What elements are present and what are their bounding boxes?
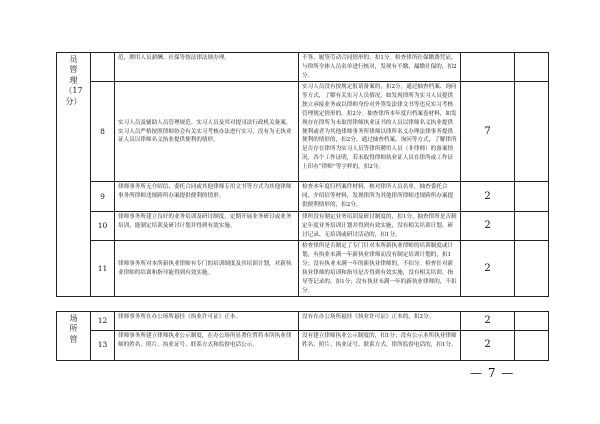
table-row bbox=[57, 312, 549, 331]
category-char: 理 bbox=[69, 75, 78, 85]
table-row bbox=[57, 82, 549, 182]
category-char: 管 bbox=[69, 65, 78, 75]
item-content: 律师事务所无介绍信、委托合同或其他律师专用文书等方式为其他律师事务所律师违规跨所办案提供便利的情形。 bbox=[115, 182, 299, 211]
category-char: 员 bbox=[69, 55, 78, 64]
item-content: 律师事务所在办公场所悬挂《执业许可证》正本。 bbox=[115, 312, 299, 331]
item-score bbox=[461, 53, 515, 82]
item-number: 8 bbox=[91, 82, 115, 182]
item-number: 9 bbox=[91, 182, 115, 211]
item-score: 2 bbox=[461, 241, 515, 297]
item-number: 12 bbox=[91, 312, 115, 331]
table-row bbox=[57, 182, 549, 211]
category-char: 所 bbox=[69, 324, 78, 334]
assessment-method: 没有在办公场所悬挂《执业许可证》正本的，扣2分。 bbox=[299, 312, 461, 331]
blank-cell bbox=[515, 182, 549, 211]
item-number bbox=[91, 53, 115, 82]
category-cell bbox=[57, 53, 91, 297]
item-content: 实习人员及辅助人员管理规范。实习人员及其对提司法行政机关备案，实习人员严格按照律师协会有关实习考核办法进行实习，没有为无执业证人员以律师名义执业提供便利的情形。 bbox=[115, 82, 299, 182]
item-content: 律师事务所建立良好的业务培训及研讨制度，定期开展业务研讨或业务培训，能制定培训及研讨计划并得到有效实施。 bbox=[115, 211, 299, 240]
blank-cell bbox=[515, 312, 549, 331]
assessment-method: 不签、履签劳动合同情形的，扣1分。检查律所社保缴费凭证，与律所全体人员名单进行核对，发现有不缴、漏缴社保的，扣2分。 bbox=[299, 53, 461, 82]
page-number: — 7 — bbox=[470, 366, 515, 380]
item-score: 7 bbox=[461, 82, 515, 182]
item-content: 律师事务所对本所新执业律师有专门的培训制度及其培训计划，对新执业律师的培训和指导能得到有效实施。 bbox=[115, 241, 299, 297]
blank-cell bbox=[515, 241, 549, 297]
assessment-method: 律所没有制定业务培训及研讨制度的，扣1分。抽查律所是否制定年度业务培训计划并得到有效实施，没有相关培训计划、研讨记录、无培训或研讨活动的，扣1分。 bbox=[299, 211, 461, 240]
item-content: 范，聘用人员薪酬、社保等按法律法规办理。 bbox=[115, 53, 299, 82]
item-score: 2 bbox=[461, 182, 515, 211]
item-number: 11 bbox=[91, 241, 115, 297]
evaluation-table-personnel bbox=[56, 52, 549, 297]
assessment-method: 检查本年度归档案件材料，核对律所人员名单，抽查委托合同、介绍信等材料，发现律所为其他律所律师违规跨所办案提供便利情形的，扣2分。 bbox=[299, 182, 461, 211]
blank-cell bbox=[515, 211, 549, 240]
category-char: 管 bbox=[69, 334, 78, 344]
blank-cell bbox=[515, 82, 549, 182]
blank-cell bbox=[515, 330, 549, 360]
item-number: 10 bbox=[91, 211, 115, 240]
category-char: 场 bbox=[69, 314, 78, 323]
item-content: 律师事务所建立律师执业公示制度，在办公场所显著位置将本所执业律师的姓名、照片、执业证号、联系方式和监督电话公示。 bbox=[115, 330, 299, 360]
item-score: 2 bbox=[461, 211, 515, 240]
table-row bbox=[57, 211, 549, 240]
table-row bbox=[57, 53, 549, 82]
blank-cell bbox=[515, 53, 549, 82]
category-cell bbox=[57, 312, 91, 361]
assessment-method: 没有建立律师执业公示制度的，扣1分；没有公示本所执业律师姓名、照片、执业证号、联系方式、律所监督电话的，扣1分。 bbox=[299, 330, 461, 360]
item-score: 2 bbox=[461, 312, 515, 331]
assessment-method: 检查律所是否制定了专门针对本所新执业律师的培训制度或计划，有执业未满一年新执业律师而没有制定培训计划的，扣1分；没有执业未满一年的新执业律师的，不扣分。检查针对新执业律师的培训和指导是否得到有效实施，没有相关培训、指导等记录的，扣1分；没有执业未满一年的新执业律师的，不扣分。 bbox=[299, 241, 461, 297]
table-row bbox=[57, 241, 549, 297]
assessment-method: 实习人员没有按规定报请备案的，扣2分。通过抽查档案、询问等方式，了解有关实习人员情况，如发现律所为实习人员提供独立承接业务或以律师身份对外签发法律文书等违反实习考核管理规定情形的，扣2分。抽查律所本年度归档案卷材料，如发现存在律所为未取得律师执业证书的人员以律师名义执业提供便利或者为其他律师事务所律师以律所名义办理法律事务提供便利的情形的，扣2分。通过抽查档案、询问等方式，了解律所是否存在律所为实习人员等律所聘用人员（非律师）的备案情况，各个工作证明，若未取得律师执业证人员在律所或工作证上印有“律师”等字样的，扣2分。 bbox=[299, 82, 461, 182]
item-score: 2 bbox=[461, 330, 515, 360]
item-number: 13 bbox=[91, 330, 115, 360]
category-score: （17分） bbox=[64, 86, 83, 106]
evaluation-table-premises bbox=[56, 311, 549, 361]
table-row bbox=[57, 330, 549, 360]
